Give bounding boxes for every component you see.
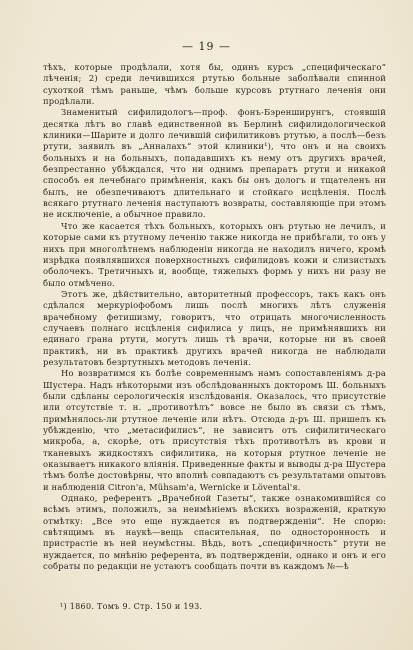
paragraph-5: Но возвратимся къ болѣе современнымъ намъ сопоставленіямъ д-ра Шустера. Надъ нѣкоторыми изъ обслѣдованныхъ докторомъ Ш. больныхъ были сдѣланы серологическія изслѣдованія. Оказалось, что присутствіе или отсутствіе т. н. „противотѣлъ“ вовсе не было въ связи съ тѣмъ, примѣнялось-ли ртутное леченіе или нѣтъ. Отсюда д-ръ Ш. пришелъ къ убѣжденію, что „метасифилисъ“, не зависитъ отъ сифилитическаго микроба, а, скорѣе, отъ присутствія тѣхъ противотѣлъ въ крови и тканевыхъ жидкостяхъ сифилитика, на которыя ртутное леченіе не оказываетъ никакого вліянія. Приведенные факты и выводы д-ра Шустера тѣмъ болѣе достовѣрны, что вполнѣ совпадаютъ съ результатами опытовъ и наблюденій Citron'а, Mühsam'а, Wernicke и Lövental'я. xyxy=(43,368,386,492)
paragraph-4: Этотъ же, дѣйствительно, авторитетный профессоръ, такъ какъ онъ сдѣлался меркуріофобомъ лишь послѣ многихъ лѣтъ служенія врачебному фетишизму, говоритъ, что отрицать многочисленность случаевъ полнаго исцѣленія сифилиса у лицъ, не примѣнявшихъ ни единаго грана ртути, могутъ лишь тѣ врачи, которые ни въ своей практикѣ, ни въ практикѣ другихъ врачей никогда не наблюдали результатовъ безртутныхъ методовъ леченія. xyxy=(43,288,386,367)
page-body xyxy=(43,62,386,572)
paragraph-6: Однако, референтъ „Врачебной Газеты“, также ознакомившійся со всѣмъ этимъ, положилъ, за неимѣніемъ вѣскихъ возраженій, краткую отмѣтку: „Все это еще нуждается въ подтвержденіи“. Не спорю: свѣтящимъ въ наукѣ—вещь спасительная, по односторонность и пристрастіе въ ней неумѣстны. Вѣдь, вотъ „специфичность“ ртути не нуждается, по мнѣнію референта, въ подтвержденіи, однако и онъ и его собраты по редакціи не устаютъ сообщать почти въ каждомъ №—ѣ xyxy=(43,493,386,572)
page-number-header: — 19 — xyxy=(182,40,231,53)
paragraph-3: Что же касается тѣхъ больныхъ, которыхъ онъ ртутью не лечилъ, и которые сами къ ртутному леченію также никогда не прибѣгали, то онъ у нихъ при многолѣтнемъ наблюденіи никогда не находилъ ничего, кромѣ изрѣдка появлявшихся поверхностныхъ сифилидовъ кожи и слизистыхъ оболочекъ. Третичныхъ и, вообще, тяжелыхъ формъ у нихъ ни разу не было отмѣчено. xyxy=(43,220,386,288)
paragraph-2: Знаменитый сифилидологъ—проф. фонъ-Бэренширунгъ, стоявшій десятка лѣтъ во главѣ единственной въ Берлинѣ сифилидологической клиники—Шарите и долго лечившій сифилитиковъ ртутью, а послѣ—безъ ртути, заявилъ въ „Анналахъ“ этой клиники¹), что онъ и на своихъ больныхъ и на больныхъ, попадавшихъ къ нему отъ другихъ врачей, безпрестанно убѣждался, что ни однимъ препаратъ ртути и никакой способъ ея лечебнаго примѣненія, какъ бы онъ дологъ и тщателенъ ни былъ, не обезпечиваютъ длительнаго и стойкаго исцѣленія. Послѣ всякаго ртутнаго леченія наступаютъ возвраты, составляющіе при этомъ не исключеніе, а обычное правило. xyxy=(43,107,386,220)
footnote: ¹) 1860. Томъ 9. Стр. 150 и 193. xyxy=(60,602,203,611)
paragraph-1: тѣхъ, которые продѣлали, хотя бы, одинъ курсъ „специфическаго“ лѣченія; 2) среди лечившихся ртутью больные заболѣвали спинной сухоткой тѣмъ раньше, чѣмъ больше курсовъ ртутнаго леченія они продѣлали. xyxy=(43,62,386,107)
